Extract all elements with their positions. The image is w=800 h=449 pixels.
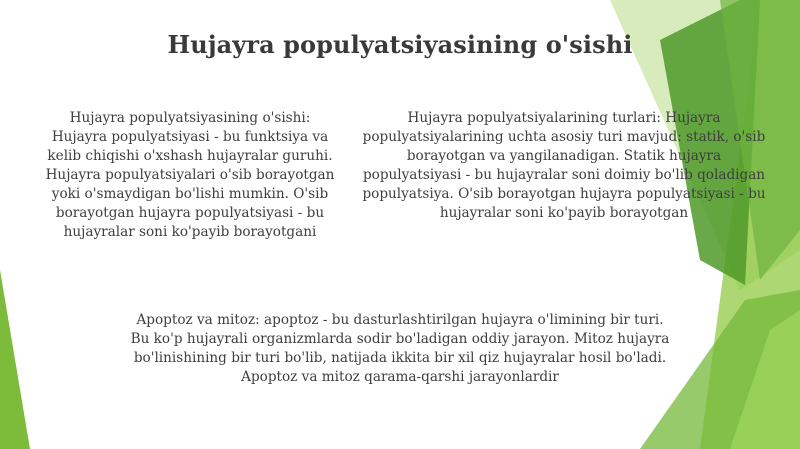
right-paragraph: Hujayra populyatsiyalarining turlari: Hujayra populyatsiyalarining uchta asosiy turi mavjud: statik, o'sib borayotgan va yangilanadigan. Statik hujayra populyatsiyasi - bu hujayralar soni doimiy bo'lib qoladigan populyatsiya. O'sib borayotgan hujayra populyatsiyasi - bu hujayralar soni ko'payib borayotgan bbox=[362, 110, 766, 221]
left-paragraph: Hujayra populyatsiyasining o'sishi: Hujayra populyatsiyasi - bu funktsiya va kelib chiqishi o'xshash hujayralar guruhi. Hujayra populyatsiyalari o'sib borayotgan yoki o'smaydigan bo'lishi mumkin. O'sib borayotgan hujayra populyatsiyasi - bu hujayralar soni ko'payib borayotgani bbox=[45, 110, 335, 240]
left-green-facet bbox=[0, 270, 30, 449]
bottom-paragraph: Apoptoz va mitoz: apoptoz - bu dasturlashtirilgan hujayra o'limining bir turi. Bu ko'p hujayrali organizmlarda sodir bo'ladigan oddiy jarayon. Mitoz hujayra bo'linishining bir turi bo'lib, natijada ikkita bir xil qiz hujayralar hosil bo'ladi. Apoptoz va mitoz qarama-qarshi jarayonlardir bbox=[130, 312, 670, 385]
slide-title: Hujayra populyatsiyasining o'sishi bbox=[167, 30, 633, 59]
